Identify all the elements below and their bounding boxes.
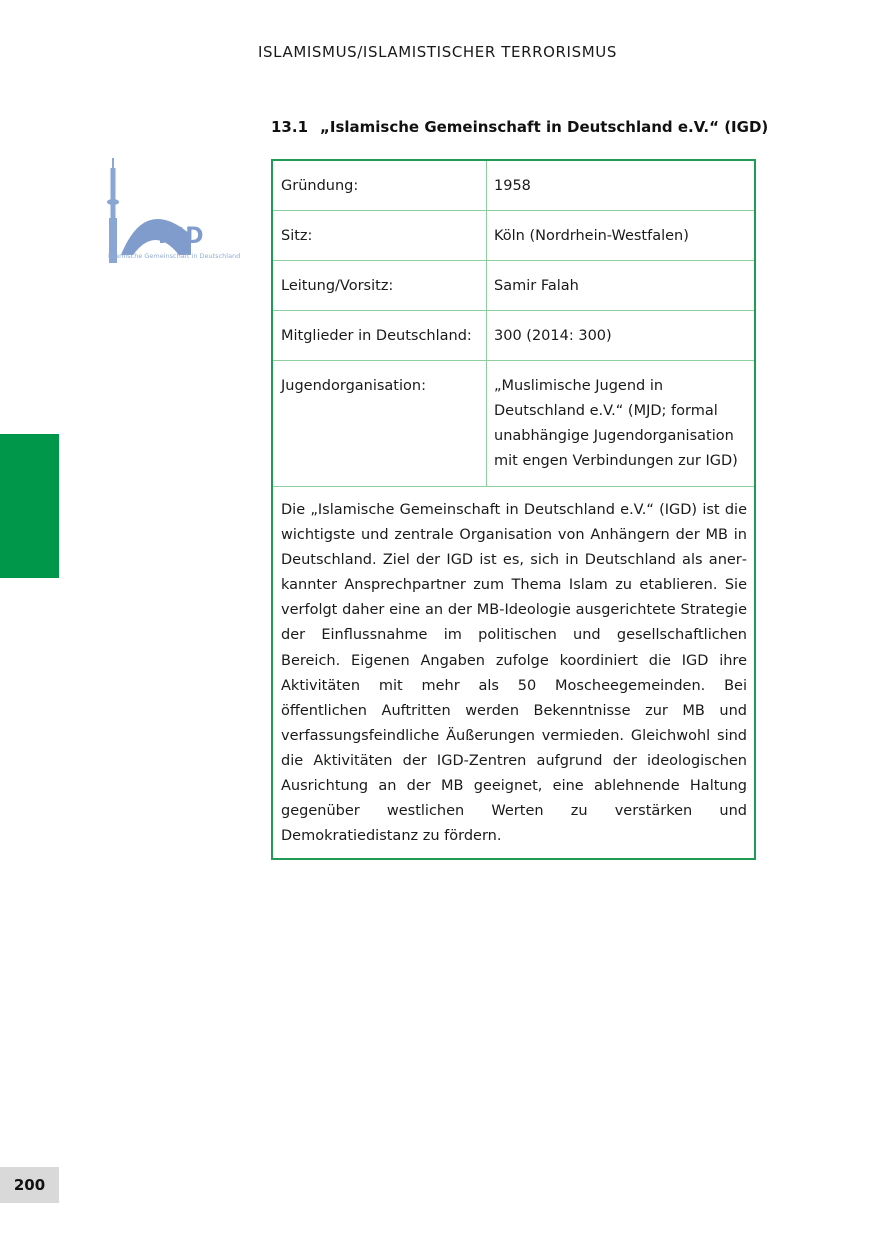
fact-row: [273, 261, 754, 311]
fact-row: [273, 161, 754, 211]
description-text: Die „Islamische Gemeinschaft in Deutschland e.V.“ (IGD) ist die wichtigste und zentrale Organisation von Anhängern der MB in Deutschland. Ziel der IGD ist es, sich in Deutschland als anerkannter Ansprechpartner zum Thema Islam zu etablieren. Sie verfolgt daher eine an der MB-Ideologie ausgerichtete Strategie der Einflussnahme im politischen und gesellschaftlichen Bereich. Eigenen Angaben zufolge koordiniert die IGD ihre Aktivitäten mit mehr als 50 Moscheegemeinden. Bei öffentlichen Auftritten werden Bekenntnisse zur MB und verfassungsfeindliche Äußerungen vermieden. Gleichwohl sind die Aktivitäten der IGD-Zentren aufgrund der ideologischen Ausrichtung an der MB geeignet, eine ablehnende Haltung gegenüber westlichen Werten zu verstärken und Demokratiedistanz zu fördern.: [281, 502, 747, 845]
running-header: ISLAMISMUS/ISLAMISTISCHER TERRORISMUS: [258, 43, 617, 61]
section-title: „Islamische Gemeinschaft in Deutschland e.V.“ (IGD): [320, 118, 769, 136]
fact-row: [273, 211, 754, 261]
chapter-side-tab: [0, 434, 59, 578]
fact-value: „Muslimische Jugend in Deutschland e.V.“ (MJD; formal unabhängige Jugendorganisation mit engen Verbindungen zur IGD): [494, 378, 738, 469]
logo-tower-balcony: [107, 199, 119, 205]
fact-row: [273, 311, 754, 361]
logo-subtitle: Islamische Gemeinschaft in Deutschland: [108, 252, 241, 260]
fact-label: Gründung:: [273, 161, 487, 210]
fact-label: Sitz:: [273, 211, 487, 260]
section-number: 13.1: [271, 118, 309, 136]
fact-label: Mitglieder in Deutschland:: [273, 311, 487, 360]
page-number: 200: [0, 1167, 59, 1203]
logo-tower-tip: [112, 158, 114, 168]
fact-box: [271, 159, 756, 860]
logo-text: IGD: [158, 224, 205, 249]
logo-tower-shaft: [111, 168, 116, 218]
fact-value: 1958: [494, 178, 531, 194]
section-heading: [271, 118, 768, 136]
fact-label: Jugendorganisation:: [273, 361, 487, 486]
fact-value: Samir Falah: [494, 278, 579, 294]
fact-value: 300 (2014: 300): [494, 328, 612, 344]
fact-label: Leitung/Vorsitz:: [273, 261, 487, 310]
fact-row: [273, 361, 754, 487]
fact-value: Köln (Nordrhein-Westfalen): [494, 228, 689, 244]
